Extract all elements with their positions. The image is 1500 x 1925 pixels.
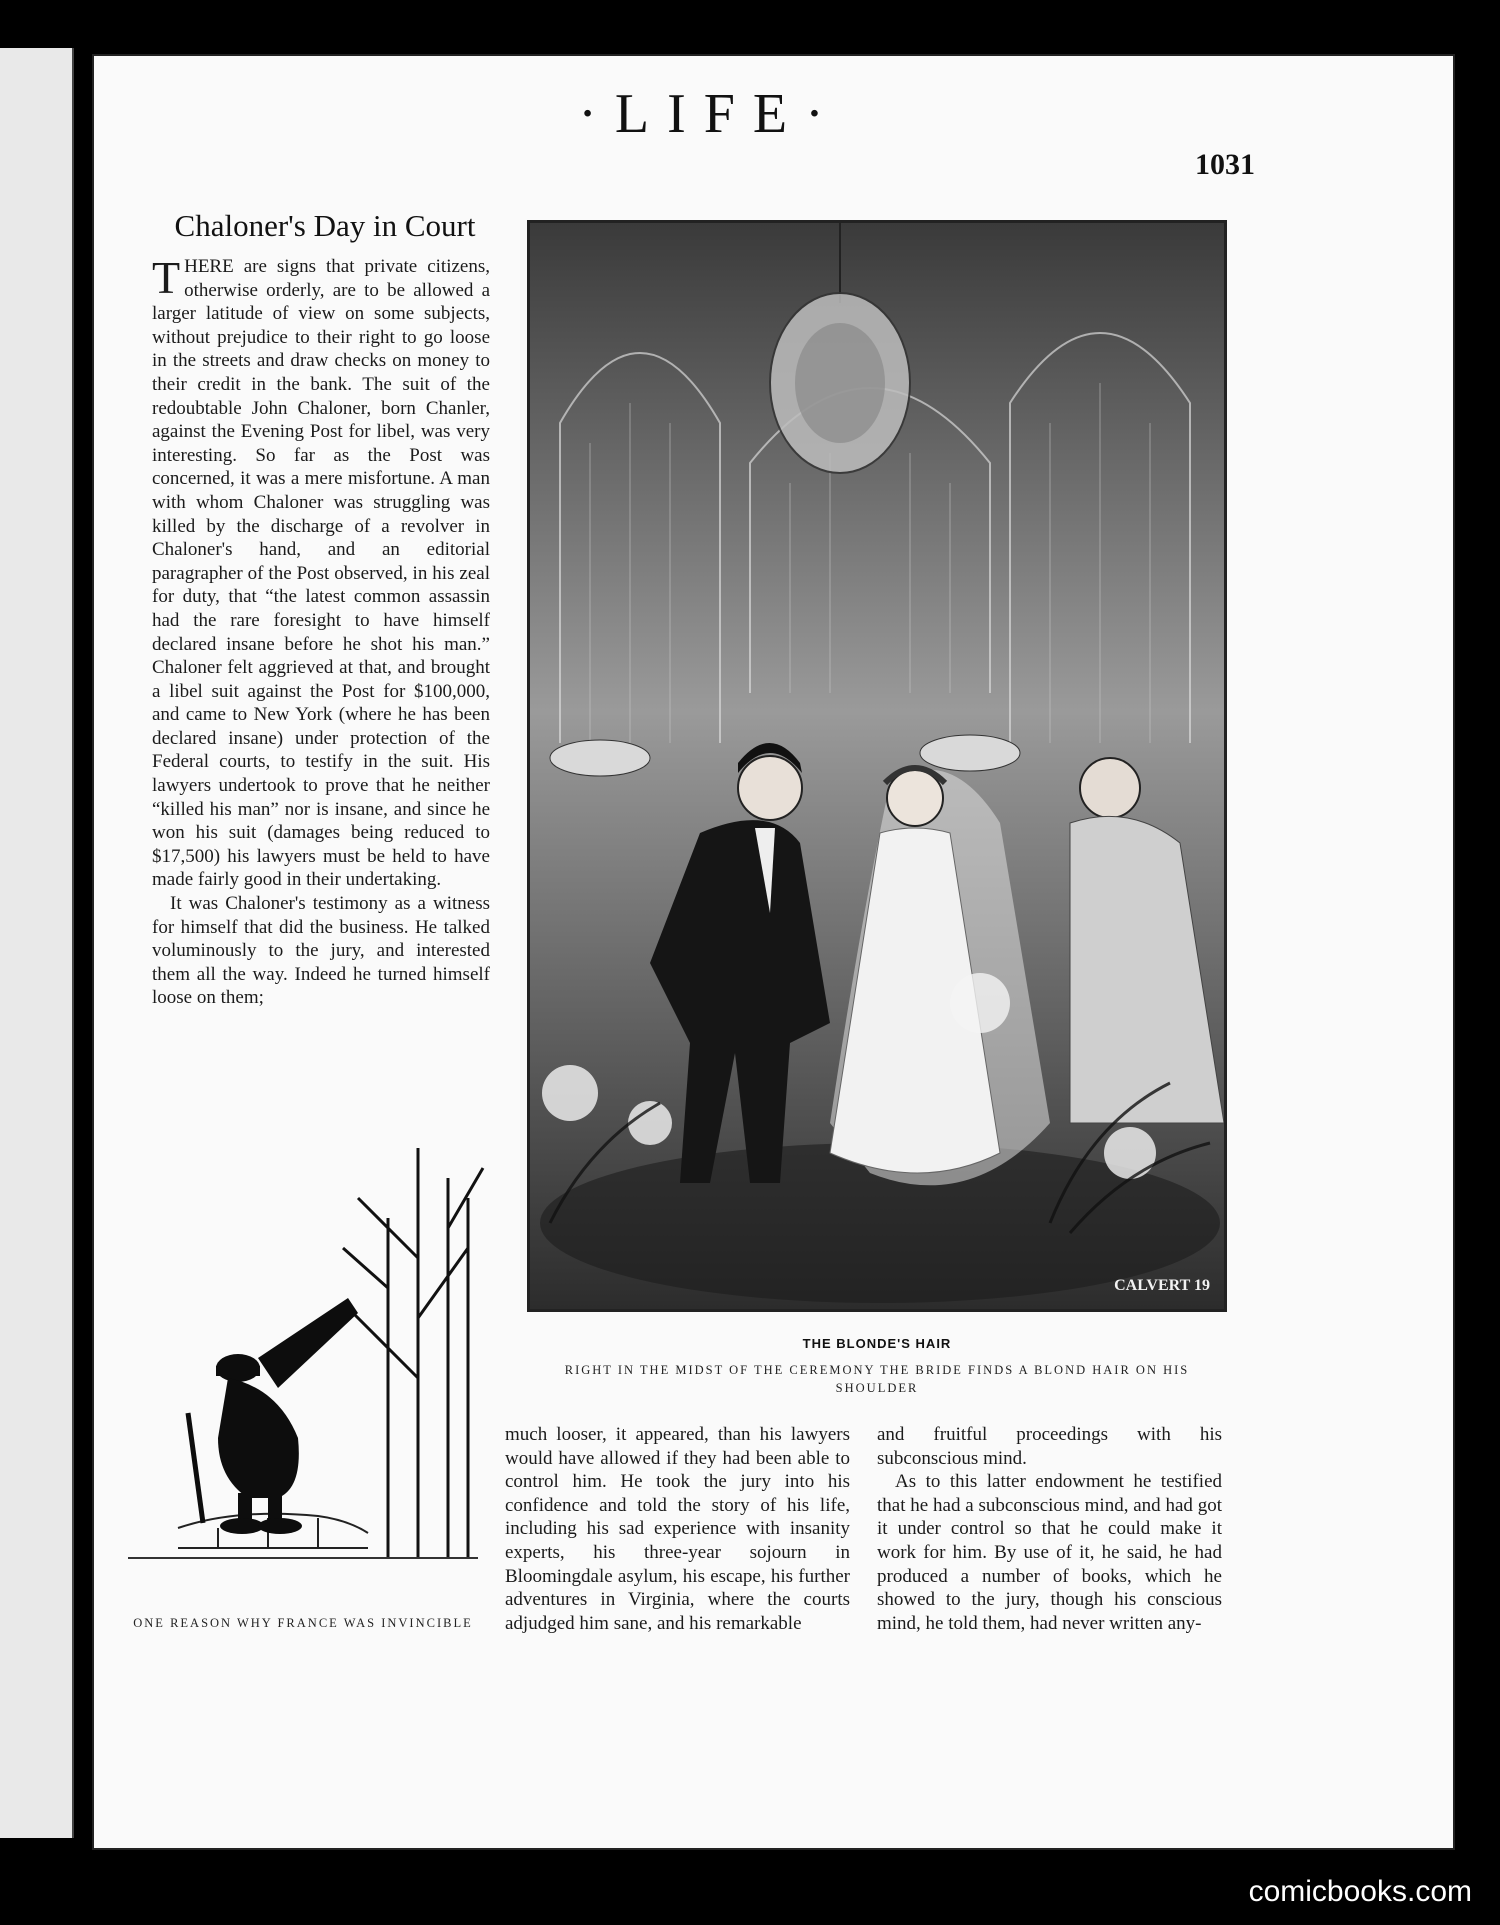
watermark: comicbooks.com xyxy=(1248,1875,1472,1908)
article-column-2 xyxy=(505,1423,850,1635)
article-paragraph: It was Chaloner's testimony as a witness for himself that did the business. He talked voluminously to the jury, and interested them all the way. Indeed he turned himself loose on them; xyxy=(152,893,490,1009)
wedding-illustration xyxy=(527,220,1227,1312)
woodcutter-silhouette-drawing xyxy=(118,1138,488,1578)
page-number: 1031 xyxy=(1195,148,1255,181)
paragraph-text: HERE are signs that private citizens, otherwise orderly, are to be allowed a larger latitude of view on some subjects, without prejudice to their right to go loose in the streets and draw checks on money to their credit in the bank. The suit of the redoubtable John Chaloner, born Chanler, against the Evening Post for libel, was very interesting. So far as the Post was concerned, it was a mere misfortune. A man with whom Chaloner was struggling was killed by the discharge of a revolver in Chaloner's hand, and an editorial paragrapher of the Post observed, in his zeal for duty, that “the latest common assassin had the rare foresight to have himself declared insane before he shot his man.” Chaloner felt aggrieved at that, and brought a libel suit against the Post for $100,000, and came to New York (where he has been declared insane) under protection of the Federal courts, to testify in the suit. His lawyers undertook to prove that he neither “killed his man” nor is insane, and since he won his suit (damages being reduced to $17,500) his lawyers must be held to have made fairly good in their undertaking. xyxy=(152,256,490,891)
article-paragraph: and fruitful proceedings with his subconscious mind. xyxy=(877,1424,1222,1469)
illustration-caption-text: RIGHT IN THE MIDST OF THE CEREMONY THE BRIDE FINDS A BLOND HAIR ON HIS SHOULDER xyxy=(564,1363,1190,1395)
article-headline: Chaloner's Day in Court xyxy=(174,208,476,243)
drop-cap: T xyxy=(152,252,181,303)
article-paragraph xyxy=(152,252,490,892)
wedding-scene-drawing xyxy=(530,223,1224,1309)
woodcutter-figure xyxy=(216,1298,358,1534)
article-column-1 xyxy=(152,252,490,1010)
silhouette-cartoon xyxy=(118,1138,488,1578)
article-column-3 xyxy=(877,1423,1222,1635)
cartoon-caption: ONE REASON WHY FRANCE WAS INVINCIBLE xyxy=(133,1616,473,1630)
artist-signature: CALVERT 19 xyxy=(1114,1277,1210,1294)
article-paragraph: much looser, it appeared, than his lawyers would have allowed if they had been able to control him. He took the jury into his confidence and told the story of his life, including his sad experience with insanity experts, his three-year sojourn in Bloomingdale asylum, his escape, his further adventures in Virginia, where the courts adjudged him sane, and his remarkable xyxy=(505,1424,850,1634)
illustration-caption-title: THE BLONDE'S HAIR xyxy=(802,1336,952,1351)
article-paragraph: As to this latter endowment he testified that he had a subconscious mind, and had got it under control so that he could make it work for him. By use of it, he said, he had produced a number of books, which he showed to the jury, though his conscious mind, he told them, had never written any- xyxy=(877,1471,1222,1634)
masthead: ·LIFE· xyxy=(578,83,842,145)
facing-page-edge xyxy=(0,48,74,1838)
